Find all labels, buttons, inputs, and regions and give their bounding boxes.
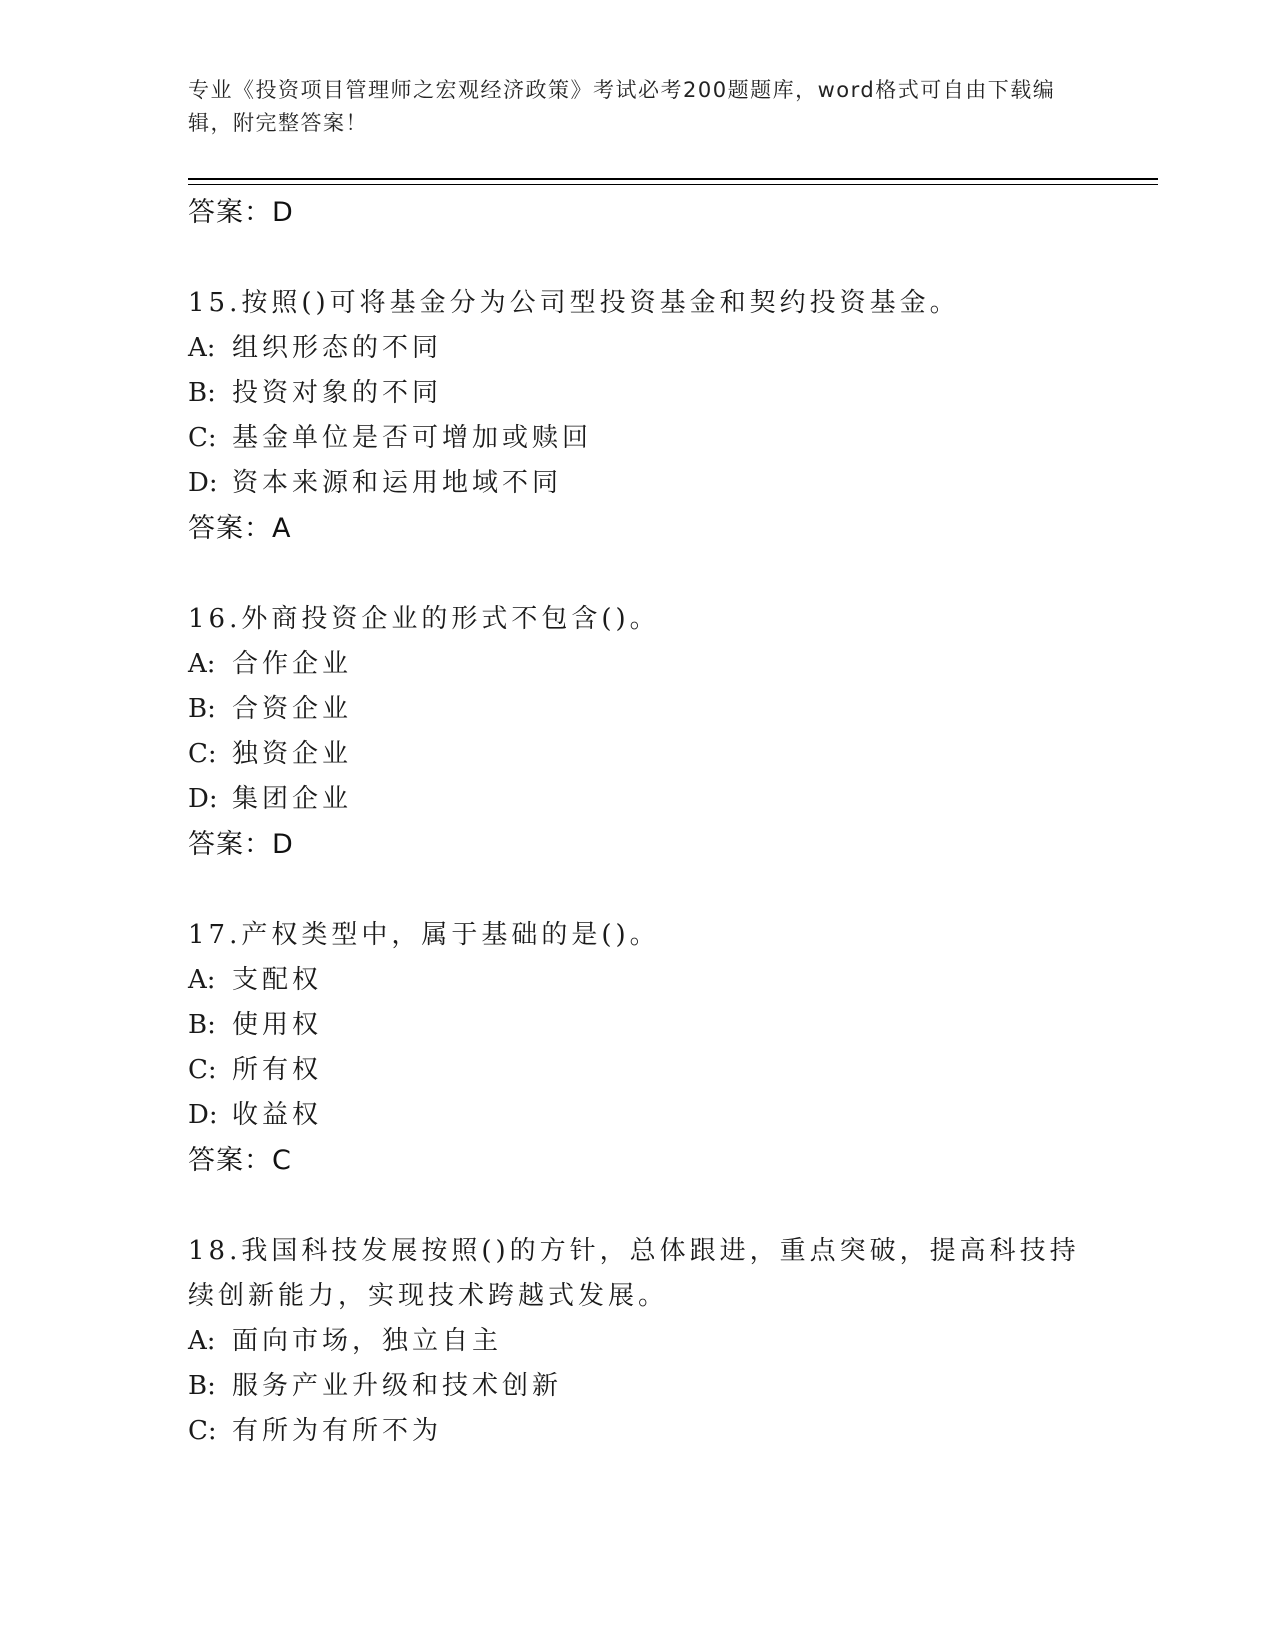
question-17 <box>188 913 1088 1184</box>
option-text: 服务产业升级和技术创新 <box>232 1371 563 1401</box>
header-rule-thick <box>188 178 1158 180</box>
option-d <box>188 777 1088 822</box>
option-c <box>188 1409 1088 1454</box>
option-text: 有所为有所不为 <box>232 1416 443 1446</box>
answer: 答案：A <box>188 513 292 544</box>
option-d <box>188 1093 1088 1138</box>
option-a <box>188 642 1088 687</box>
spacer <box>188 236 1088 281</box>
option-key: C: <box>188 1055 217 1085</box>
question-16 <box>188 597 1088 868</box>
option-text: 基金单位是否可增加或赎回 <box>232 423 593 453</box>
option-text: 支配权 <box>232 965 323 995</box>
option-key: D: <box>188 468 218 498</box>
option-text: 资本来源和运用地域不同 <box>232 468 563 498</box>
option-b <box>188 1003 1088 1048</box>
option-c <box>188 732 1088 777</box>
option-b <box>188 1364 1088 1409</box>
question-list <box>188 190 1088 1454</box>
document-header: 专业《投资项目管理师之宏观经济政策》考试必考200题题库，word格式可自由下载编辑，附完整答案！ <box>188 78 1056 135</box>
option-key: C: <box>188 739 217 769</box>
option-key: B: <box>188 1371 216 1401</box>
spacer <box>188 1184 1088 1229</box>
question-stem: 18.我国科技发展按照()的方针，总体跟进，重点突破，提高科技持续创新能力，实现技术跨越式发展。 <box>188 1236 1080 1311</box>
option-text: 独资企业 <box>232 739 353 769</box>
question-15 <box>188 281 1088 552</box>
previous-answer: 答案：D <box>188 197 294 228</box>
option-key: A: <box>188 965 216 995</box>
question-stem: 17.产权类型中，属于基础的是()。 <box>188 920 660 950</box>
option-text: 使用权 <box>232 1010 323 1040</box>
option-text: 面向市场，独立自主 <box>232 1326 503 1356</box>
option-a <box>188 326 1088 371</box>
option-key: B: <box>188 378 216 408</box>
spacer <box>188 552 1088 597</box>
spacer <box>188 868 1088 913</box>
option-key: A: <box>188 1326 216 1356</box>
option-b <box>188 687 1088 732</box>
option-c <box>188 1048 1088 1093</box>
option-key: B: <box>188 1010 216 1040</box>
option-key: A: <box>188 649 216 679</box>
answer: 答案：C <box>188 1145 292 1176</box>
answer: 答案：D <box>188 829 294 860</box>
option-text: 合作企业 <box>232 649 353 679</box>
option-text: 收益权 <box>232 1100 323 1130</box>
option-text: 合资企业 <box>232 694 353 724</box>
option-a <box>188 958 1088 1003</box>
option-key: D: <box>188 784 218 814</box>
option-text: 集团企业 <box>232 784 353 814</box>
option-d <box>188 461 1088 506</box>
option-c <box>188 416 1088 461</box>
option-key: A: <box>188 333 216 363</box>
question-stem: 16.外商投资企业的形式不包含()。 <box>188 604 660 634</box>
option-key: C: <box>188 423 217 453</box>
question-stem: 15.按照()可将基金分为公司型投资基金和契约投资基金。 <box>188 288 960 318</box>
header-rule-thin <box>188 184 1158 185</box>
option-text: 投资对象的不同 <box>232 378 443 408</box>
question-18 <box>188 1229 1088 1454</box>
option-text: 组织形态的不同 <box>232 333 443 363</box>
option-text: 所有权 <box>232 1055 323 1085</box>
option-a <box>188 1319 1088 1364</box>
option-b <box>188 371 1088 416</box>
option-key: B: <box>188 694 216 724</box>
option-key: C: <box>188 1416 217 1446</box>
option-key: D: <box>188 1100 218 1130</box>
